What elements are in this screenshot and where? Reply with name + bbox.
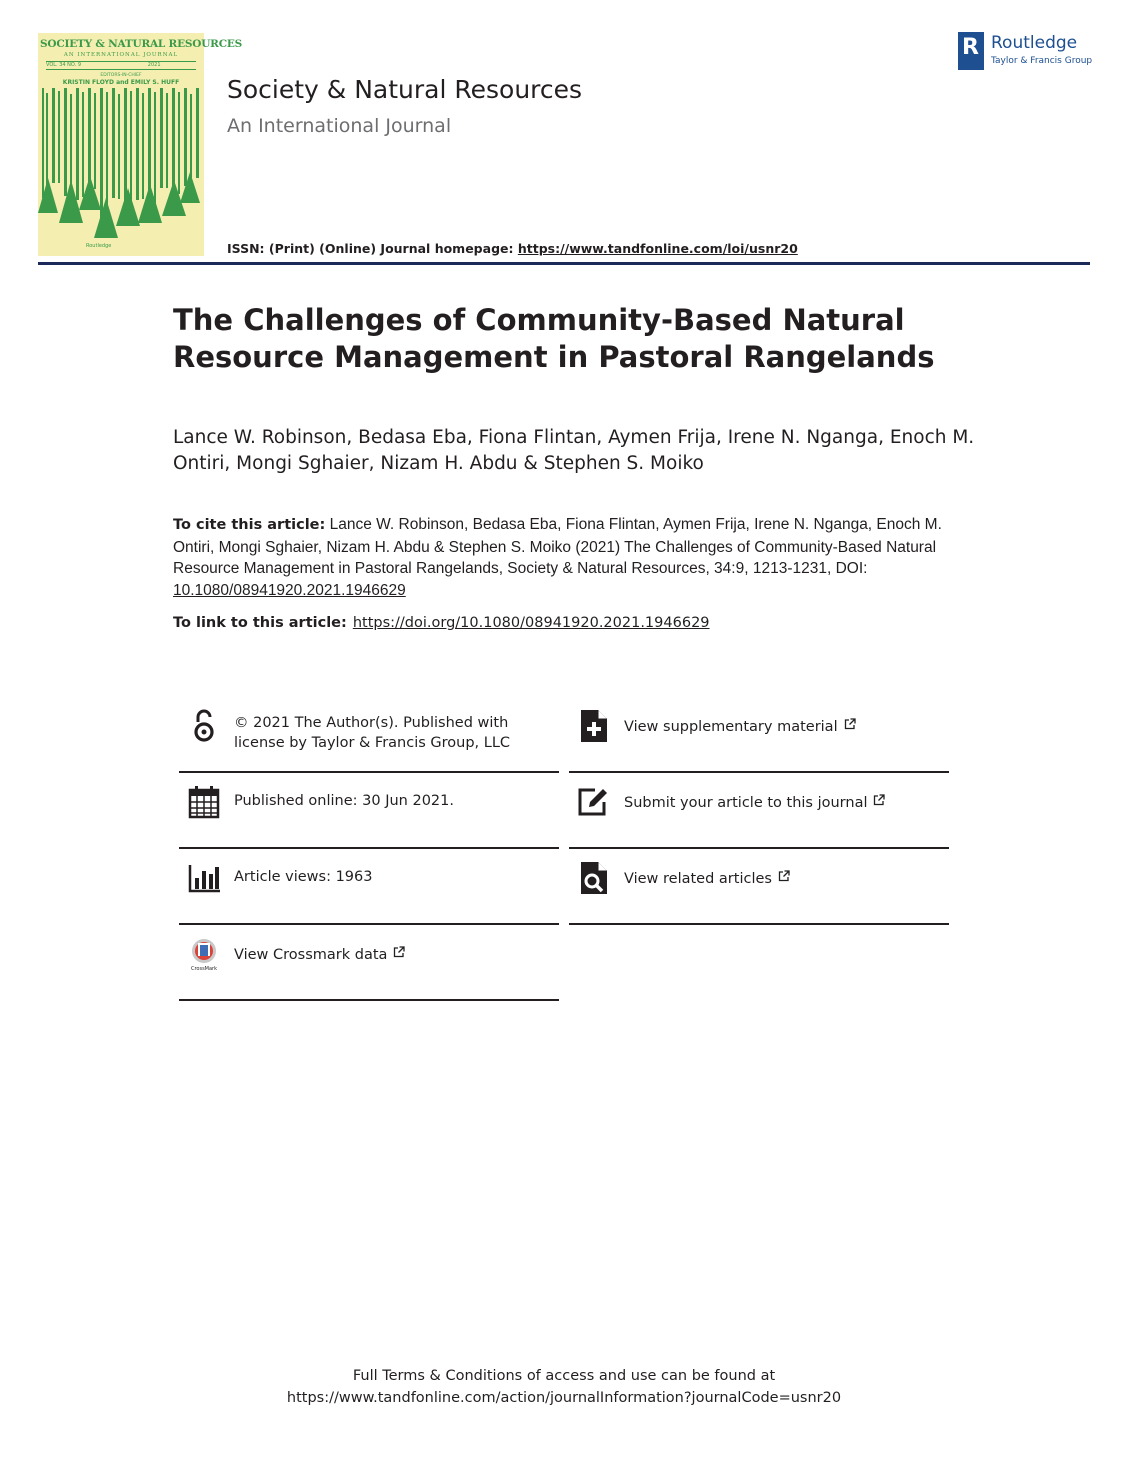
link-label: To link to this article:: [173, 615, 347, 631]
search-document-icon: [577, 861, 611, 895]
external-link-icon: [393, 946, 405, 958]
cover-editors-label: EDITORS-IN-CHIEF: [100, 73, 142, 78]
cover-subtitle: AN INTERNATIONAL JOURNAL: [63, 52, 179, 58]
citation-block: [173, 514, 973, 601]
crossmark-link[interactable]: [179, 931, 559, 1001]
issn-homepage-line: [227, 241, 798, 256]
footer-line-1: Full Terms & Conditions of access and use can be found at: [352, 1368, 776, 1384]
file-plus-icon: [577, 709, 611, 743]
article-views-count: Article views: 1963: [234, 869, 373, 885]
open-access-lock-icon: [187, 709, 221, 743]
bar-chart-icon: [187, 861, 221, 895]
routledge-logo[interactable]: [958, 32, 1093, 72]
cover-editors: KRISTIN FLOYD and EMILY S. HUFF: [62, 79, 180, 86]
article-doi-url[interactable]: https://doi.org/10.1080/08941920.2021.1946629: [352, 615, 710, 631]
publisher-name: Routledge: [991, 33, 1078, 53]
article-authors: Lance W. Robinson, Bedasa Eba, Fiona Flintan, Aymen Frija, Irene N. Nganga, Enoch M. Ontiri, Mongi Sghaier, Nizam H. Abdu & Stephen S. Moiko: [173, 427, 975, 474]
cite-label: To cite this article:: [173, 517, 326, 533]
calendar-icon: [187, 785, 221, 819]
crossmark-label: View Crossmark data: [234, 947, 388, 963]
journal-cover-thumbnail: [38, 33, 243, 256]
cover-publisher: Routledge: [86, 243, 112, 249]
journal-homepage-link[interactable]: https://www.tandfonline.com/loi/usnr20: [517, 241, 798, 256]
cover-volume: VOL. 34 NO. 9 2021: [46, 62, 161, 68]
edit-icon: [577, 785, 611, 819]
issn-label: ISSN: (Print) (Online) Journal homepage:: [227, 241, 518, 256]
published-online: [179, 779, 559, 849]
routledge-r-icon: R: [958, 32, 984, 70]
cover-title: SOCIETY & NATURAL RESOURCES: [40, 38, 243, 50]
supplementary-material-link[interactable]: [569, 703, 949, 773]
svg-text:CrossMark: CrossMark: [190, 966, 218, 972]
published-date: Published online: 30 Jun 2021.: [234, 793, 454, 809]
external-link-icon: [778, 870, 790, 882]
article-link-line: [173, 615, 710, 631]
header-divider: [38, 262, 1090, 265]
journal-subtitle: An International Journal: [227, 115, 452, 137]
submit-label: Submit your article to this journal: [624, 795, 868, 811]
journal-title: Society & Natural Resources: [227, 75, 583, 104]
article-views: [179, 855, 559, 925]
doi-link[interactable]: 10.1080/08941920.2021.1946629: [173, 581, 406, 599]
cite-text: Lance W. Robinson, Bedasa Eba, Fiona Flintan, Aymen Frija, Irene N. Nganga, Enoch M. Ontiri, Mongi Sghaier, Nizam H. Abdu & Stephen S. Moiko (2021) The Challenges of Community-Based Natural Resource Management in Pastoral Rangelands, Society & Natural Resources, 34:9, 1213-1231, DOI:: [173, 516, 942, 577]
article-title: The Challenges of Community-Based Natural Resource Management in Pastoral Rangelands: [173, 303, 935, 374]
publisher-group: Taylor & Francis Group: [991, 56, 1093, 66]
submit-article-link[interactable]: [569, 779, 949, 849]
license-line-2: license by Taylor & Francis Group, LLC: [234, 735, 511, 751]
license-line-1: © 2021 The Author(s). Published with: [234, 715, 509, 731]
footer-terms-url[interactable]: https://www.tandfonline.com/action/journalInformation?journalCode=usnr20: [286, 1390, 842, 1406]
external-link-icon: [873, 794, 885, 806]
open-access-license: [179, 703, 559, 773]
related-articles-link[interactable]: [569, 855, 949, 925]
external-link-icon: [844, 718, 856, 730]
related-label: View related articles: [624, 871, 772, 887]
terms-footer: [0, 1365, 1128, 1409]
cover-forest-artwork: [38, 88, 204, 238]
crossmark-icon: [187, 937, 221, 971]
supplementary-label: View supplementary material: [624, 719, 838, 735]
